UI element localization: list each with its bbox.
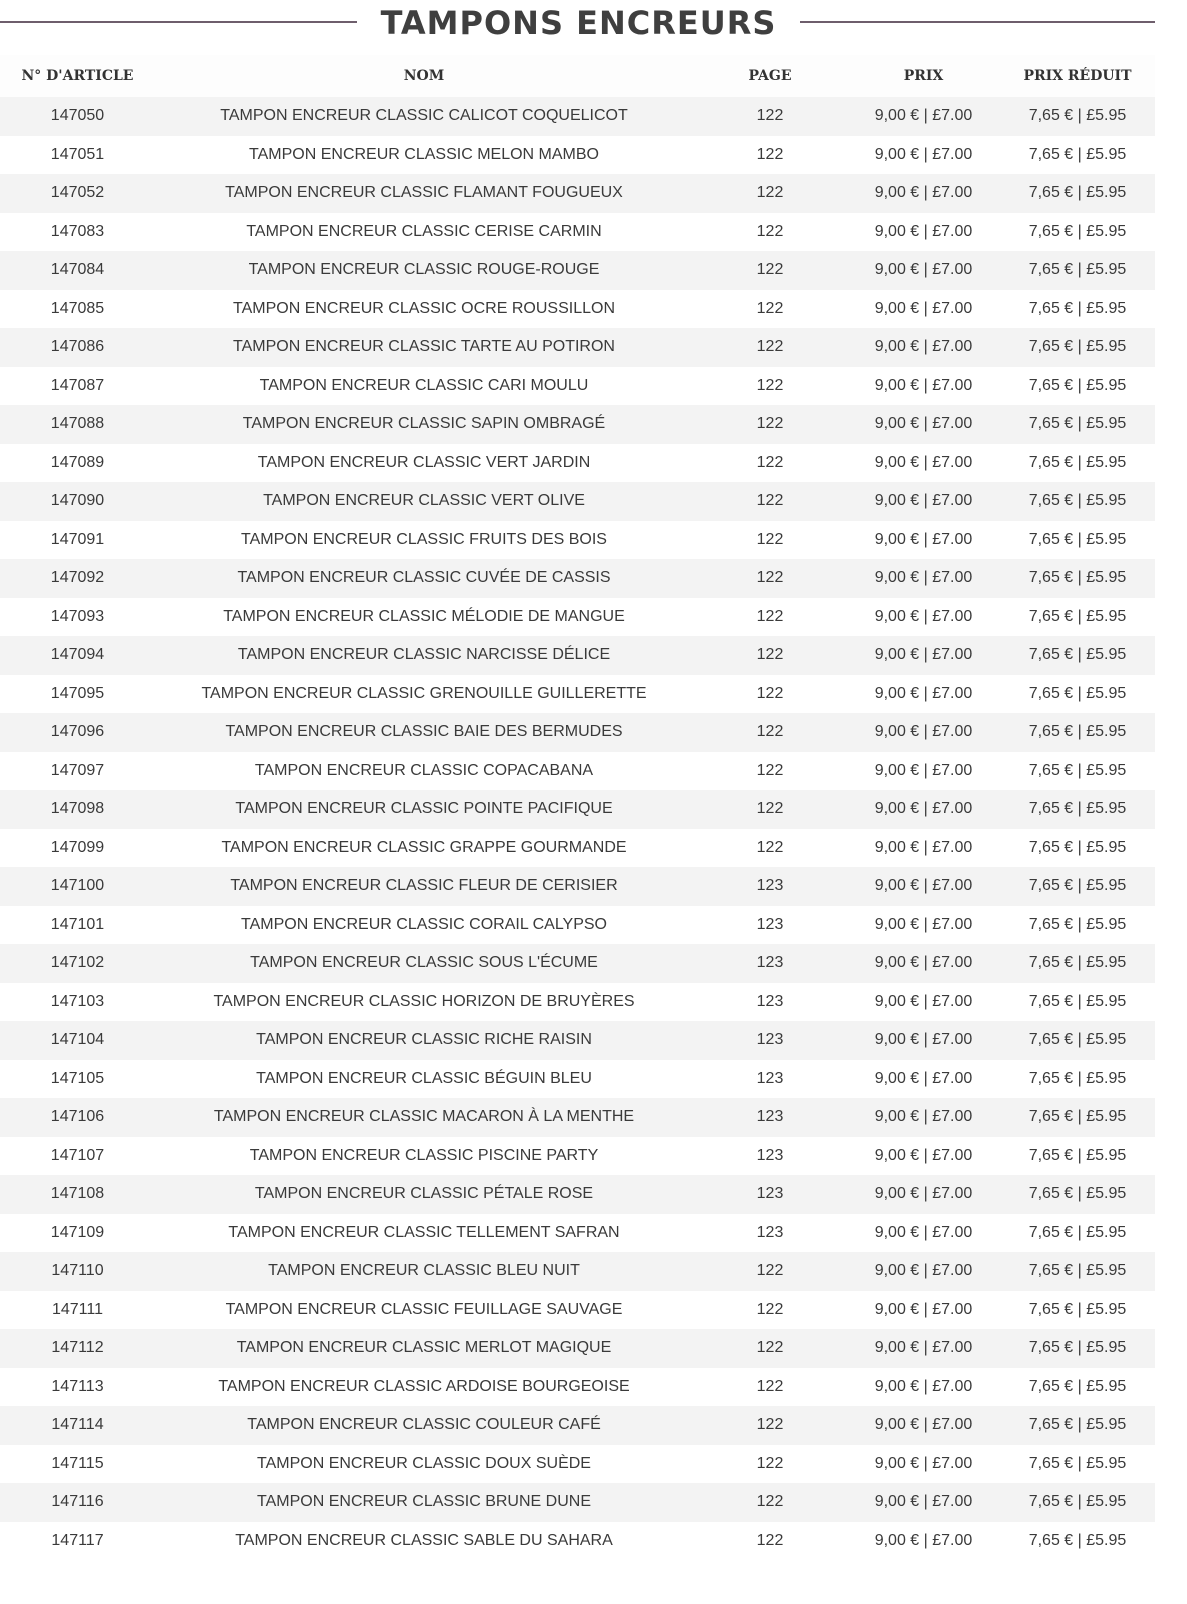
page-cell: 122 — [693, 251, 847, 290]
table-row — [0, 867, 1155, 906]
name-cell: TAMPON ENCREUR CLASSIC POINTE PACIFIQUE — [155, 790, 693, 829]
page-cell: 122 — [756, 222, 784, 240]
page-cell: 123 — [756, 1069, 784, 1087]
page-cell: 122 — [693, 1329, 847, 1368]
page-cell: 123 — [693, 867, 847, 906]
table-row — [0, 482, 1155, 521]
article-cell: 147100 — [0, 867, 155, 906]
reduced-price-cell: 7,65 € | £5.95 — [1028, 1300, 1127, 1318]
reduced-price-cell: 7,65 € | £5.95 — [1028, 1146, 1127, 1164]
article-cell: 147111 — [51, 1300, 103, 1318]
table-row — [0, 1214, 1155, 1253]
header-nom: NOM — [155, 55, 693, 97]
name-cell: TAMPON ENCREUR CLASSIC ROUGE-ROUGE — [155, 251, 693, 290]
page-cell: 122 — [693, 636, 847, 675]
name-cell: TAMPON ENCREUR CLASSIC RICHE RAISIN — [155, 1021, 693, 1060]
article-cell: 147083 — [50, 222, 105, 240]
price-cell: 9,00 € | £7.00 — [874, 1223, 973, 1241]
title-rule-left — [0, 21, 357, 23]
table-row — [0, 752, 1155, 791]
name-cell: TAMPON ENCREUR CLASSIC COPACABANA — [254, 761, 594, 779]
reduced-price-cell: 7,65 € | £5.95 — [1028, 453, 1127, 471]
price-cell: 9,00 € | £7.00 — [847, 97, 1000, 136]
price-cell: 9,00 € | £7.00 — [874, 1531, 973, 1549]
reduced-price-cell: 7,65 € | £5.95 — [1000, 251, 1155, 290]
page-cell: 122 — [756, 1454, 784, 1472]
reduced-price-cell: 7,65 € | £5.95 — [1028, 1454, 1127, 1472]
header-article: N° D'ARTICLE — [0, 55, 155, 97]
price-cell: 9,00 € | £7.00 — [874, 376, 973, 394]
reduced-price-cell: 7,65 € | £5.95 — [1000, 328, 1155, 367]
reduced-price-cell: 7,65 € | £5.95 — [1028, 1531, 1127, 1549]
article-cell: 147098 — [0, 790, 155, 829]
reduced-price-cell: 7,65 € | £5.95 — [1000, 1483, 1155, 1522]
article-cell: 147050 — [0, 97, 155, 136]
reduced-price-cell: 7,65 € | £5.95 — [1000, 174, 1155, 213]
page-cell: 122 — [693, 1406, 847, 1445]
name-cell: TAMPON ENCREUR CLASSIC CALICOT COQUELICOT — [155, 97, 693, 136]
table-row — [0, 1483, 1155, 1522]
table-row — [0, 829, 1155, 868]
name-cell: TAMPON ENCREUR CLASSIC FEUILLAGE SAUVAGE — [225, 1300, 623, 1318]
price-cell: 9,00 € | £7.00 — [847, 790, 1000, 829]
reduced-price-cell: 7,65 € | £5.95 — [1000, 1329, 1155, 1368]
price-cell: 9,00 € | £7.00 — [874, 761, 973, 779]
page-cell: 122 — [693, 97, 847, 136]
price-cell: 9,00 € | £7.00 — [847, 1483, 1000, 1522]
page-cell: 122 — [693, 405, 847, 444]
name-cell: TAMPON ENCREUR CLASSIC VERT OLIVE — [155, 482, 693, 521]
price-cell: 9,00 € | £7.00 — [847, 1021, 1000, 1060]
reduced-price-cell: 7,65 € | £5.95 — [1028, 145, 1127, 163]
page-cell: 122 — [756, 530, 784, 548]
price-cell: 9,00 € | £7.00 — [874, 222, 973, 240]
price-cell: 9,00 € | £7.00 — [847, 867, 1000, 906]
reduced-price-cell: 7,65 € | £5.95 — [1028, 838, 1127, 856]
table-row — [0, 136, 1155, 175]
page-cell: 122 — [693, 1483, 847, 1522]
price-cell: 9,00 € | £7.00 — [874, 1146, 973, 1164]
name-cell: TAMPON ENCREUR CLASSIC SOUS L'ÉCUME — [155, 944, 693, 983]
reduced-price-cell: 7,65 € | £5.95 — [1000, 97, 1155, 136]
page-cell: 122 — [756, 1531, 784, 1549]
price-cell: 9,00 € | £7.00 — [874, 299, 973, 317]
table-row — [0, 636, 1155, 675]
table-row — [0, 713, 1155, 752]
name-cell: TAMPON ENCREUR CLASSIC FLEUR DE CERISIER — [155, 867, 693, 906]
reduced-price-cell: 7,65 € | £5.95 — [1028, 222, 1127, 240]
reduced-price-cell: 7,65 € | £5.95 — [1000, 559, 1155, 598]
page-cell: 122 — [693, 559, 847, 598]
article-cell: 147105 — [50, 1069, 105, 1087]
page-cell: 122 — [693, 174, 847, 213]
reduced-price-cell: 7,65 € | £5.95 — [1028, 376, 1127, 394]
name-cell: TAMPON ENCREUR CLASSIC CERISE CARMIN — [246, 222, 602, 240]
article-cell: 147116 — [0, 1483, 155, 1522]
article-cell: 147106 — [0, 1098, 155, 1137]
name-cell: TAMPON ENCREUR CLASSIC TELLEMENT SAFRAN — [228, 1223, 620, 1241]
reduced-price-cell: 7,65 € | £5.95 — [1028, 684, 1127, 702]
article-cell: 147109 — [50, 1223, 105, 1241]
article-cell: 147089 — [50, 453, 105, 471]
table-row — [0, 1406, 1155, 1445]
article-cell: 147051 — [50, 145, 105, 163]
name-cell: TAMPON ENCREUR CLASSIC FRUITS DES BOIS — [241, 530, 607, 548]
article-cell: 147092 — [0, 559, 155, 598]
reduced-price-cell: 7,65 € | £5.95 — [1000, 405, 1155, 444]
reduced-price-cell: 7,65 € | £5.95 — [1028, 607, 1127, 625]
price-cell: 9,00 € | £7.00 — [874, 453, 973, 471]
page-header — [0, 0, 1155, 50]
header-prix-reduit: PRIX RÉDUIT — [1000, 55, 1155, 97]
price-cell: 9,00 € | £7.00 — [847, 1175, 1000, 1214]
article-cell: 147110 — [0, 1252, 155, 1291]
article-cell: 147093 — [50, 607, 105, 625]
name-cell: TAMPON ENCREUR CLASSIC NARCISSE DÉLICE — [155, 636, 693, 675]
price-cell: 9,00 € | £7.00 — [847, 636, 1000, 675]
name-cell: TAMPON ENCREUR CLASSIC ARDOISE BOURGEOISE — [218, 1377, 630, 1395]
reduced-price-cell: 7,65 € | £5.95 — [1000, 790, 1155, 829]
price-cell: 9,00 € | £7.00 — [847, 174, 1000, 213]
reduced-price-cell: 7,65 € | £5.95 — [1000, 1252, 1155, 1291]
article-cell: 147084 — [0, 251, 155, 290]
table-row — [0, 1252, 1155, 1291]
price-cell: 9,00 € | £7.00 — [874, 145, 973, 163]
page-title: TAMPONS ENCREURS — [380, 4, 777, 42]
reduced-price-cell: 7,65 € | £5.95 — [1028, 1223, 1127, 1241]
price-cell: 9,00 € | £7.00 — [874, 915, 973, 933]
table-row — [0, 1445, 1155, 1484]
table-row — [0, 251, 1155, 290]
article-cell: 147103 — [50, 992, 105, 1010]
page-cell: 123 — [756, 1223, 784, 1241]
name-cell: TAMPON ENCREUR CLASSIC SAPIN OMBRAGÉ — [155, 405, 693, 444]
page-cell: 122 — [756, 1377, 784, 1395]
page-cell: 123 — [693, 1021, 847, 1060]
table-row — [0, 213, 1155, 252]
table-row — [0, 1137, 1155, 1176]
table-row — [0, 521, 1155, 560]
reduced-price-cell: 7,65 € | £5.95 — [1000, 944, 1155, 983]
name-cell: TAMPON ENCREUR CLASSIC DOUX SUÈDE — [257, 1454, 591, 1472]
table-header-row — [0, 55, 1155, 97]
reduced-price-cell: 7,65 € | £5.95 — [1000, 1098, 1155, 1137]
table-row — [0, 174, 1155, 213]
name-cell: TAMPON ENCREUR CLASSIC VERT JARDIN — [257, 453, 591, 471]
page-cell: 122 — [756, 1300, 784, 1318]
table-row — [0, 1368, 1155, 1407]
reduced-price-cell: 7,65 € | £5.95 — [1000, 713, 1155, 752]
article-cell: 147097 — [50, 761, 105, 779]
page-cell: 122 — [756, 145, 784, 163]
page-cell: 123 — [756, 1146, 784, 1164]
reduced-price-cell: 7,65 € | £5.95 — [1000, 1406, 1155, 1445]
name-cell: TAMPON ENCREUR CLASSIC BRUNE DUNE — [155, 1483, 693, 1522]
article-cell: 147099 — [50, 838, 105, 856]
price-cell: 9,00 € | £7.00 — [847, 559, 1000, 598]
article-cell: 147101 — [50, 915, 105, 933]
title-rule-right — [800, 21, 1155, 23]
name-cell: TAMPON ENCREUR CLASSIC MERLOT MAGIQUE — [155, 1329, 693, 1368]
reduced-price-cell: 7,65 € | £5.95 — [1028, 915, 1127, 933]
name-cell: TAMPON ENCREUR CLASSIC MACARON À LA MENTHE — [155, 1098, 693, 1137]
table-row — [0, 444, 1155, 483]
name-cell: TAMPON ENCREUR CLASSIC CUVÉE DE CASSIS — [155, 559, 693, 598]
reduced-price-cell: 7,65 € | £5.95 — [1028, 1377, 1127, 1395]
article-cell: 147117 — [51, 1531, 104, 1549]
price-cell: 9,00 € | £7.00 — [874, 684, 973, 702]
price-cell: 9,00 € | £7.00 — [874, 1300, 973, 1318]
table-row — [0, 983, 1155, 1022]
page-cell: 122 — [756, 838, 784, 856]
article-cell: 147115 — [51, 1454, 104, 1472]
name-cell: TAMPON ENCREUR CLASSIC OCRE ROUSSILLON — [233, 299, 615, 317]
reduced-price-cell: 7,65 € | £5.95 — [1000, 1175, 1155, 1214]
price-cell: 9,00 € | £7.00 — [874, 838, 973, 856]
price-cell: 9,00 € | £7.00 — [847, 251, 1000, 290]
table-row — [0, 1522, 1155, 1561]
price-cell: 9,00 € | £7.00 — [874, 530, 973, 548]
reduced-price-cell: 7,65 € | £5.95 — [1028, 530, 1127, 548]
page-cell: 122 — [693, 1252, 847, 1291]
article-cell: 147085 — [50, 299, 105, 317]
reduced-price-cell: 7,65 € | £5.95 — [1028, 992, 1127, 1010]
reduced-price-cell: 7,65 € | £5.95 — [1000, 1021, 1155, 1060]
table-row — [0, 1021, 1155, 1060]
article-cell: 147090 — [0, 482, 155, 521]
table-row — [0, 97, 1155, 136]
page-cell: 123 — [693, 1175, 847, 1214]
table-row — [0, 906, 1155, 945]
article-cell: 147052 — [0, 174, 155, 213]
page-cell: 123 — [756, 992, 784, 1010]
table-row — [0, 1175, 1155, 1214]
price-cell: 9,00 € | £7.00 — [847, 1329, 1000, 1368]
article-cell: 147086 — [0, 328, 155, 367]
table-row — [0, 1329, 1155, 1368]
name-cell: TAMPON ENCREUR CLASSIC MÉLODIE DE MANGUE — [223, 607, 625, 625]
reduced-price-cell: 7,65 € | £5.95 — [1000, 636, 1155, 675]
table-row — [0, 367, 1155, 406]
name-cell: TAMPON ENCREUR CLASSIC MELON MAMBO — [249, 145, 599, 163]
name-cell: TAMPON ENCREUR CLASSIC CORAIL CALYPSO — [241, 915, 607, 933]
table-row — [0, 1098, 1155, 1137]
table-row — [0, 790, 1155, 829]
table-row — [0, 675, 1155, 714]
page-cell: 123 — [756, 915, 784, 933]
name-cell: TAMPON ENCREUR CLASSIC BÉGUIN BLEU — [256, 1069, 592, 1087]
article-cell: 147112 — [0, 1329, 155, 1368]
price-cell: 9,00 € | £7.00 — [847, 1098, 1000, 1137]
name-cell: TAMPON ENCREUR CLASSIC GRAPPE GOURMANDE — [221, 838, 627, 856]
price-cell: 9,00 € | £7.00 — [874, 992, 973, 1010]
article-cell: 147088 — [0, 405, 155, 444]
page-cell: 123 — [693, 944, 847, 983]
name-cell: TAMPON ENCREUR CLASSIC PISCINE PARTY — [249, 1146, 599, 1164]
price-cell: 9,00 € | £7.00 — [847, 944, 1000, 983]
reduced-price-cell: 7,65 € | £5.95 — [1028, 761, 1127, 779]
price-cell: 9,00 € | £7.00 — [847, 1252, 1000, 1291]
price-cell: 9,00 € | £7.00 — [874, 1377, 973, 1395]
page-cell: 122 — [756, 376, 784, 394]
name-cell: TAMPON ENCREUR CLASSIC COULEUR CAFÉ — [155, 1406, 693, 1445]
page-cell: 122 — [756, 684, 784, 702]
table-row — [0, 405, 1155, 444]
name-cell: TAMPON ENCREUR CLASSIC CARI MOULU — [259, 376, 589, 394]
name-cell: TAMPON ENCREUR CLASSIC GRENOUILLE GUILLERETTE — [201, 684, 647, 702]
article-cell: 147108 — [0, 1175, 155, 1214]
price-cell: 9,00 € | £7.00 — [847, 405, 1000, 444]
article-cell: 147114 — [0, 1406, 155, 1445]
name-cell: TAMPON ENCREUR CLASSIC SABLE DU SAHARA — [235, 1531, 613, 1549]
page-cell: 122 — [693, 713, 847, 752]
reduced-price-cell: 7,65 € | £5.95 — [1028, 1069, 1127, 1087]
article-cell: 147102 — [0, 944, 155, 983]
article-cell: 147091 — [50, 530, 105, 548]
name-cell: TAMPON ENCREUR CLASSIC PÉTALE ROSE — [155, 1175, 693, 1214]
table-row — [0, 290, 1155, 329]
price-cell: 9,00 € | £7.00 — [874, 1454, 973, 1472]
table-row — [0, 328, 1155, 367]
reduced-price-cell: 7,65 € | £5.95 — [1000, 482, 1155, 521]
table-row — [0, 1291, 1155, 1330]
page-cell: 122 — [693, 790, 847, 829]
header-prix: PRIX — [847, 55, 1000, 97]
price-cell: 9,00 € | £7.00 — [847, 482, 1000, 521]
price-cell: 9,00 € | £7.00 — [874, 1069, 973, 1087]
price-cell: 9,00 € | £7.00 — [847, 1406, 1000, 1445]
article-cell: 147094 — [0, 636, 155, 675]
page-cell: 123 — [693, 1098, 847, 1137]
article-cell: 147113 — [51, 1377, 104, 1395]
article-cell: 147107 — [50, 1146, 105, 1164]
reduced-price-cell: 7,65 € | £5.95 — [1028, 299, 1127, 317]
name-cell: TAMPON ENCREUR CLASSIC BLEU NUIT — [155, 1252, 693, 1291]
price-table — [0, 55, 1155, 1560]
page-cell: 122 — [756, 761, 784, 779]
price-cell: 9,00 € | £7.00 — [847, 713, 1000, 752]
name-cell: TAMPON ENCREUR CLASSIC BAIE DES BERMUDES — [155, 713, 693, 752]
table-row — [0, 1060, 1155, 1099]
table-row — [0, 559, 1155, 598]
name-cell: TAMPON ENCREUR CLASSIC FLAMANT FOUGUEUX — [155, 174, 693, 213]
page-cell: 122 — [756, 453, 784, 471]
name-cell: TAMPON ENCREUR CLASSIC TARTE AU POTIRON — [155, 328, 693, 367]
name-cell: TAMPON ENCREUR CLASSIC HORIZON DE BRUYÈRES — [213, 992, 635, 1010]
table-body — [0, 97, 1155, 1560]
table-row — [0, 944, 1155, 983]
article-cell: 147104 — [0, 1021, 155, 1060]
header-page: PAGE — [693, 55, 847, 97]
price-cell: 9,00 € | £7.00 — [847, 328, 1000, 367]
reduced-price-cell: 7,65 € | £5.95 — [1000, 867, 1155, 906]
article-cell: 147095 — [50, 684, 105, 702]
page-cell: 122 — [756, 299, 784, 317]
page-cell: 122 — [693, 482, 847, 521]
page-cell: 122 — [693, 328, 847, 367]
article-cell: 147096 — [0, 713, 155, 752]
price-cell: 9,00 € | £7.00 — [874, 607, 973, 625]
table-row — [0, 598, 1155, 637]
article-cell: 147087 — [50, 376, 105, 394]
page-cell: 122 — [756, 607, 784, 625]
